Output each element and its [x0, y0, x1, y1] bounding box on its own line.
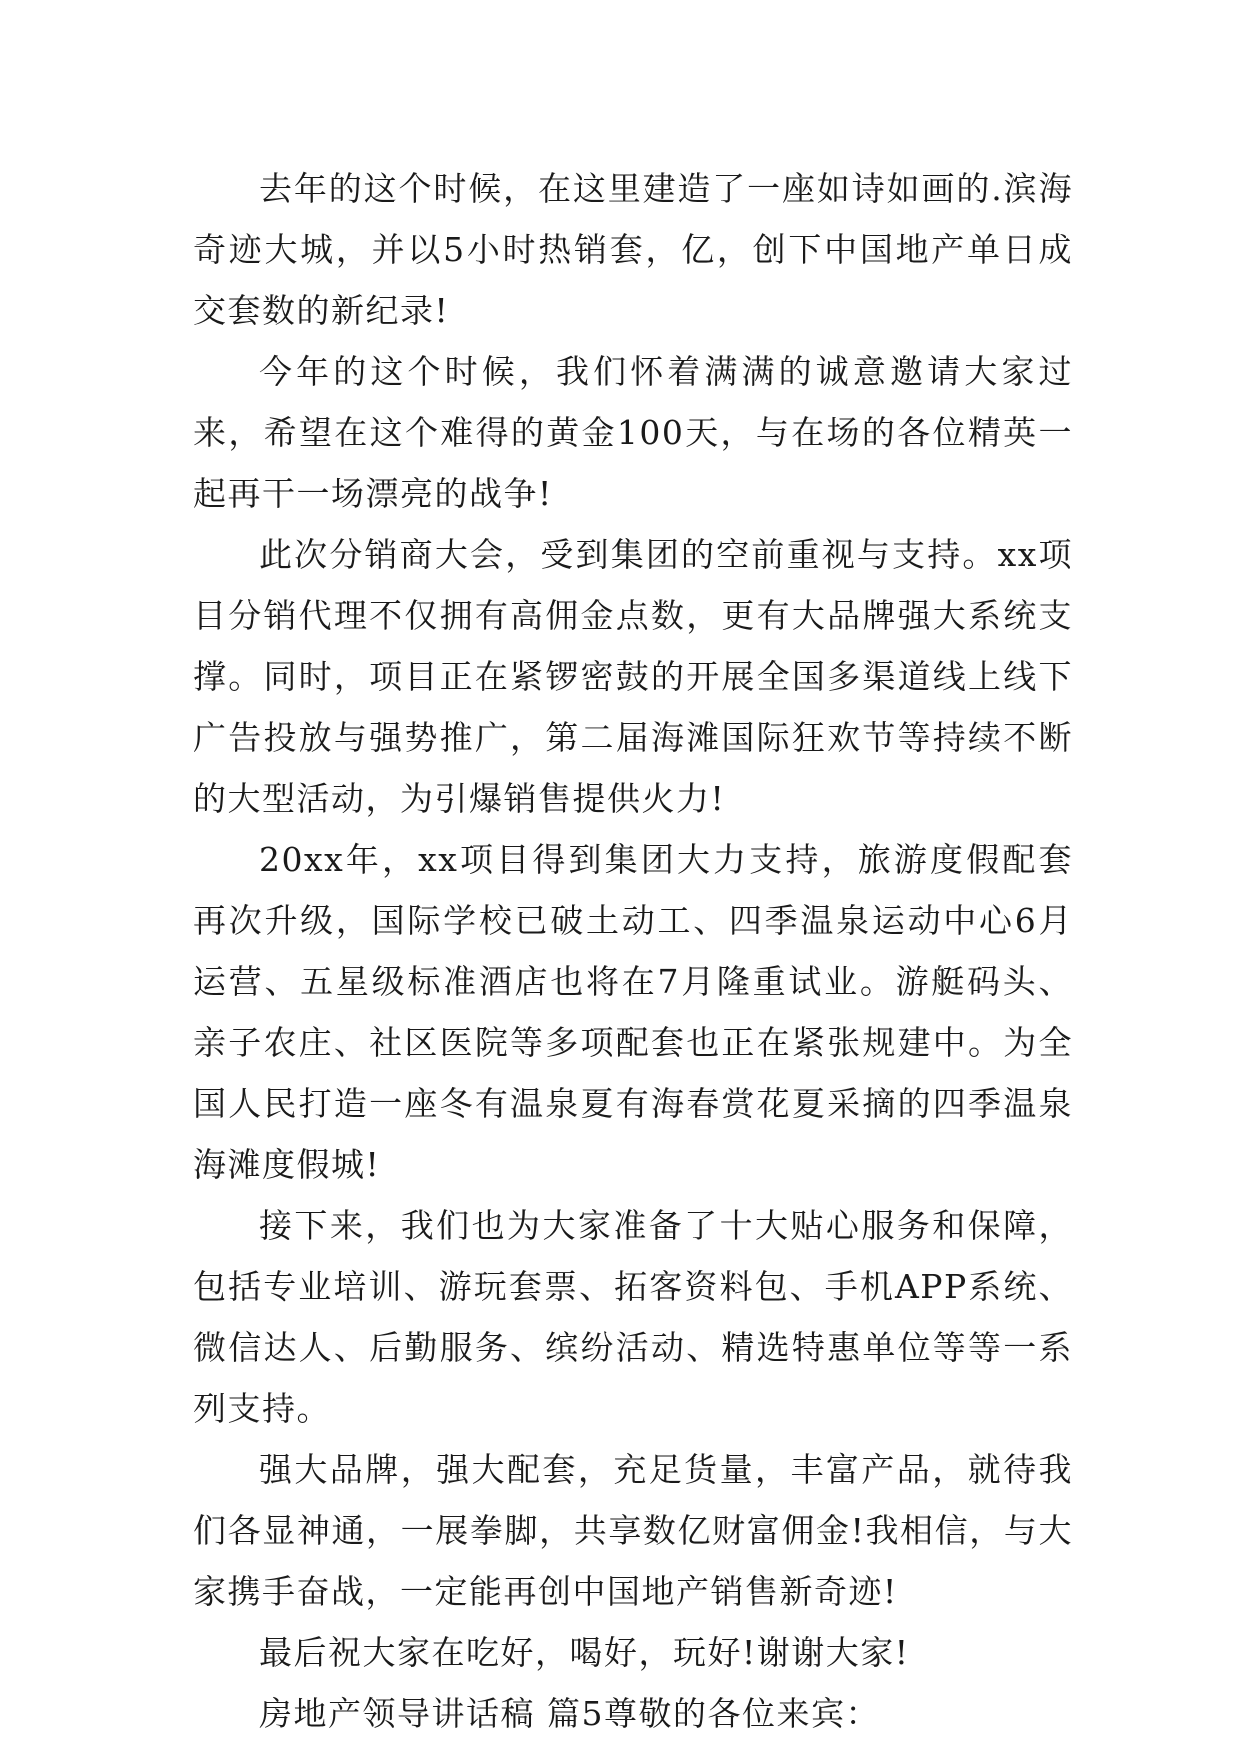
paragraph-3: 此次分销商大会，受到集团的空前重视与支持。xx项目分销代理不仅拥有高佣金点数，更有大品牌强大系统支撑。同时，项目正在紧锣密鼓的开展全国多渠道线上线下广告投放与强势推广，第二届海滩国际狂欢节等持续不断的大型活动，为引爆销售提供火力! — [193, 535, 1073, 818]
paragraph-6: 强大品牌，强大配套，充足货量，丰富产品，就待我们各显神通，一展拳脚，共享数亿财富佣金!我相信，与大家携手奋战，一定能再创中国地产销售新奇迹! — [193, 1450, 1073, 1611]
paragraph-4: 20xx年，xx项目得到集团大力支持，旅游度假配套再次升级，国际学校已破土动工、四季温泉运动中心6月运营、五星级标准酒店也将在7月隆重试业。游艇码头、亲子农庄、社区医院等多项配套也正在紧张规建中。为全国人民打造一座冬有温泉夏有海春赏花夏采摘的四季温泉海滩度假城! — [193, 840, 1073, 1184]
document-body — [193, 158, 1073, 1744]
paragraph-8: 房地产领导讲话稿 篇5尊敬的各位来宾： — [259, 1694, 880, 1733]
paragraph-1: 去年的这个时候，在这里建造了一座如诗如画的.滨海奇迹大城，并以5小时热销套，亿，创下中国地产单日成交套数的新纪录! — [193, 169, 1073, 330]
paragraph-5: 接下来，我们也为大家准备了十大贴心服务和保障，包括专业培训、游玩套票、拓客资料包、手机APP系统、微信达人、后勤服务、缤纷活动、精选特惠单位等等一系列支持。 — [193, 1206, 1073, 1428]
paragraph-7: 最后祝大家在吃好，喝好，玩好!谢谢大家! — [259, 1633, 910, 1672]
paragraph-2: 今年的这个时候，我们怀着满满的诚意邀请大家过来，希望在这个难得的黄金100天，与在场的各位精英一起再干一场漂亮的战争! — [193, 352, 1073, 513]
